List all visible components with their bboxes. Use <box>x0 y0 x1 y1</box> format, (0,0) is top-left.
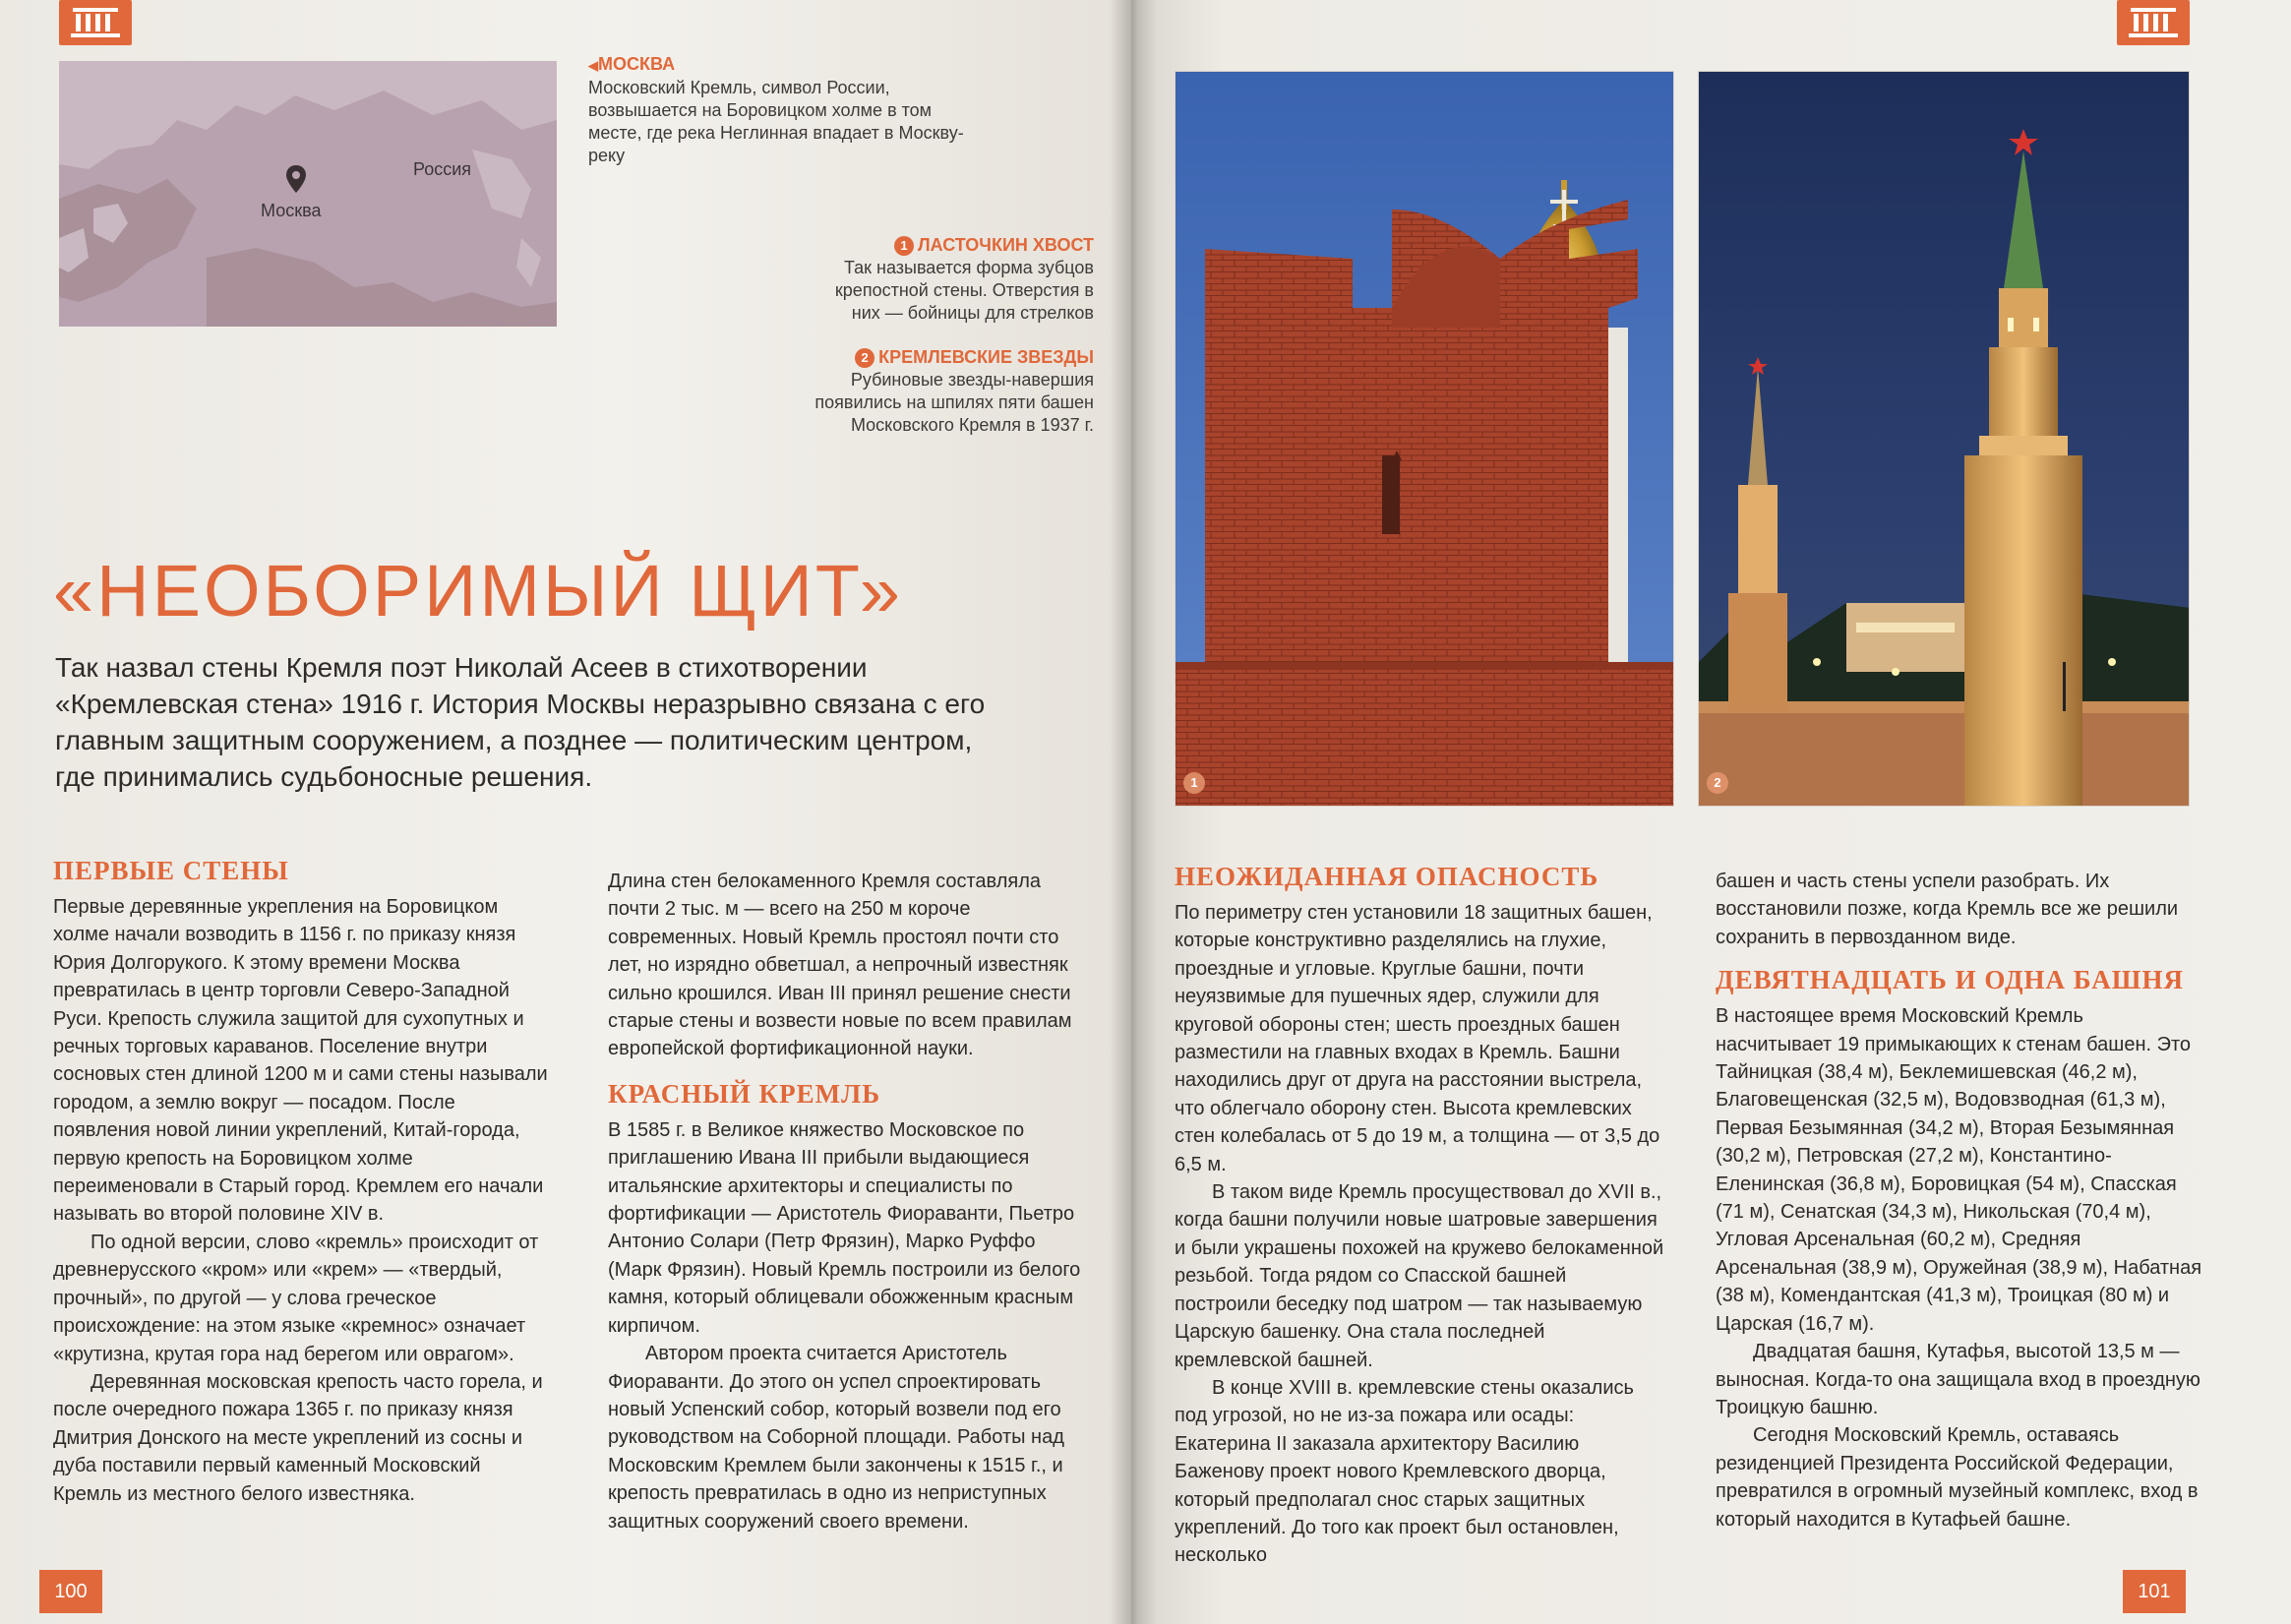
page-title: «НЕОБОРИМЫЙ ЩИТ» <box>53 550 903 632</box>
text-column-3 <box>1175 860 1666 1570</box>
paragraph: Первые деревянные укрепления на Боровицком холме начали возводить в 1156 г. по приказу князя Юрия Долгорукого. К этому времени Москва превратилась в центр торговли Северо-Западной Руси. Крепость служила защитой для сухопутных и речных торговых караванов. Поселение внутри сосновых стен длиной 1200 м и сами стены называли городом, а землю вокруг — посадом. После появления новой линии укреплений, Китай-города, первую крепость на Боровицком холме переименовали в Старый город. Кремлем его начали называть во второй половине XIV в. <box>53 896 548 1226</box>
paragraph: башен и часть стены успели разобрать. Их восстановили позже, когда Кремль все же решили сохранить в первозданном виде. <box>1716 871 2179 948</box>
photo-1-badge: 1 <box>1183 772 1205 794</box>
right-page <box>1131 0 2291 1624</box>
map-caption-text: Московский Кремль, символ России, возвышается на Боровицком холме в том месте, где река Неглинная впадает в Москву-реку <box>588 78 964 165</box>
paragraph: В 1585 г. в Великое княжество Московское по приглашению Ивана III прибыли выдающиеся итальянские архитекторы и специалисты по фортификации — Аристотель Фиораванти, Пьетро Антонио Солари (Петр Фрязин), Марко Руффо (Марк Фрязин). Новый Кремль построили из белого камня, который облицевали обожженным красным кирпичом. <box>608 1118 1081 1337</box>
map-land-shapes <box>59 61 557 327</box>
paragraph: Автором проекта считается Аристотель Фиораванти. До этого он успел спроектировать новый Успенский собор, который возвели под его руководством на Соборной площади. Работы над Московским Кремлем были закончены к 1515 г., и крепость превратилась в одно из неприступных защитных сооружений своего времени. <box>608 1343 1064 1533</box>
paragraph: Сегодня Московский Кремль, оставаясь резиденцией Президента Российской Федерации, превратился в огромный музейный комплекс, вход в который находится в Кутафьей башне. <box>1716 1424 2199 1531</box>
paragraph: Длина стен белокаменного Кремля составляла почти 2 тыс. м — всего на 250 м короче современных. Новый Кремль простоял почти сто лет, но изрядно обветшал, а непрочный известняк сильно крошился. Иван III принял решение снести старые стены и возвести новые по всем правилам европейской фортификационной науки. <box>608 871 1072 1060</box>
paragraph: Деревянная московская крепость часто горела, и после очередного пожара 1365 г. по приказу князя Дмитрия Донского на месте укреплений из сосны и дуба поставили первый каменный Московский Кремль из местного белого известняка. <box>53 1370 543 1505</box>
location-map <box>59 61 557 327</box>
section-heading-unexpected-danger: НЕОЖИДАННАЯ ОПАСНОСТЬ <box>1175 862 1599 891</box>
location-pin-icon <box>286 165 306 198</box>
page-number-left: 100 <box>39 1570 102 1613</box>
paragraph: По периметру стен установили 18 защитных башен, которые конструктивно разделялись на глухие, проездные и угловые. Круглые башни, почти неуязвимые для пушечных ядер, служили для круговой обороны стен; шесть проездных башен разместили на главных входах в Кремль. Башни находились друг от друга на расстоянии выстрела, что облегчало оборону стен. Высота кремлевских стен колебалась от 5 до 19 м, а толщина — от 3,5 до 6,5 м. <box>1175 902 1660 1175</box>
photo-kremlin-towers-night <box>1698 71 2190 807</box>
map-label-russia: Россия <box>413 159 472 179</box>
paragraph: Двадцатая башня, Кутафья, высотой 13,5 м — выносная. Когда-то она защищала вход в проездную Троицкую башню. <box>1716 1341 2201 1418</box>
page-number-right: 101 <box>2123 1570 2186 1613</box>
photo-2-illustration <box>1699 72 2190 807</box>
photo-kremlin-wall-merlon <box>1175 71 1674 807</box>
callout-1 <box>807 234 1094 325</box>
lead-paragraph: Так назвал стены Кремля поэт Николай Асеев в стихотворении «Кремлевская стена» 1916 г. История Москвы неразрывно связана с его главным защитным сооружением, а позднее — политическим центром, где принимались судьбоносные решения. <box>55 652 986 792</box>
paragraph: По одной версии, слово «кремль» происходит от древнерусского «кром» или «крем» — «твердый, прочный», по другой — у слова греческое происхождение: на этом языке «кремнос» означает «крутизна, крутая гора над берегом или оврагом». <box>53 1231 539 1365</box>
photo-2-badge: 2 <box>1707 772 1728 794</box>
text-column-1 <box>53 854 550 1508</box>
paragraph: В конце XVIII в. кремлевские стены оказались под угрозой, но не из-за пожара или осады: Екатерина II заказала архитектору Василию Баженову проект нового Кремлевского дворца, который предполагал снос старых защитных укреплений. До того как проект был остановлен, несколько <box>1175 1376 1634 1567</box>
text-column-2 <box>608 868 1092 1535</box>
callout-2 <box>777 346 1094 437</box>
map-caption-heading: ◀МОСКВА <box>588 54 676 74</box>
callout-1-heading: 1 ЛАСТОЧКИН ХВОСТ <box>807 234 1094 257</box>
callout-1-text: Так называется форма зубцов крепостной стены. Отверстия в них — бойницы для стрелков <box>834 258 1094 323</box>
text-column-4 <box>1716 868 2203 1534</box>
section-heading-first-walls: ПЕРВЫЕ СТЕНЫ <box>53 856 289 885</box>
number-1-icon: 1 <box>894 236 914 256</box>
callout-2-heading: 2 КРЕМЛЕВСКИЕ ЗВЕЗДЫ <box>777 346 1094 369</box>
section-logo-icon <box>59 0 132 45</box>
callout-2-text: Рубиновые звезды-навершия появились на шпилях пяти башен Московского Кремля в 1937 г. <box>814 370 1094 435</box>
photo-1-illustration <box>1176 72 1674 807</box>
section-heading-red-kremlin: КРАСНЫЙ КРЕМЛЬ <box>608 1078 881 1109</box>
arrow-left-icon: ◀ <box>588 58 598 73</box>
map-caption <box>588 53 982 167</box>
map-label-moscow: Москва <box>261 201 322 220</box>
left-page <box>0 0 1131 1624</box>
section-heading-nineteen-towers: ДЕВЯТНАДЦАТЬ И ОДНА БАШНЯ <box>1716 965 2184 995</box>
section-logo-icon <box>2117 0 2190 45</box>
paragraph: В таком виде Кремль просуществовал до XVII в., когда башни получили новые шатровые завершения и были украшены похожей на кружево белокаменной резьбой. Тогда рядом со Спасской башней построили беседку под шатром — так называемую Царскую башенку. Она стала последней кремлевской башней. <box>1175 1181 1664 1371</box>
paragraph: В настоящее время Московский Кремль насчитывает 19 примыкающих к стенам башен. Это Тайницкая (38,4 м), Беклемишевская (46,2 м), Благовещенская (32,5 м), Водовзводная (61,3 м), Первая Безымянная (34,2 м), Вторая Безымянная (30,2 м), Петровская (27,2 м), Константино-Еленинская (36,8 м), Боровицкая (54 м), Спасская (71 м), Сенатская (34,3 м), Никольская (70,4 м), Угловая Арсенальная (60,2 м), Средняя Арсенальная (38,9 м), Оружейная (38,9 м), Набатная (38 м), Комендантская (41,3 м), Троицкая (80 м) и Царская (16,7 м). <box>1716 1005 2202 1335</box>
number-2-icon: 2 <box>855 348 874 368</box>
